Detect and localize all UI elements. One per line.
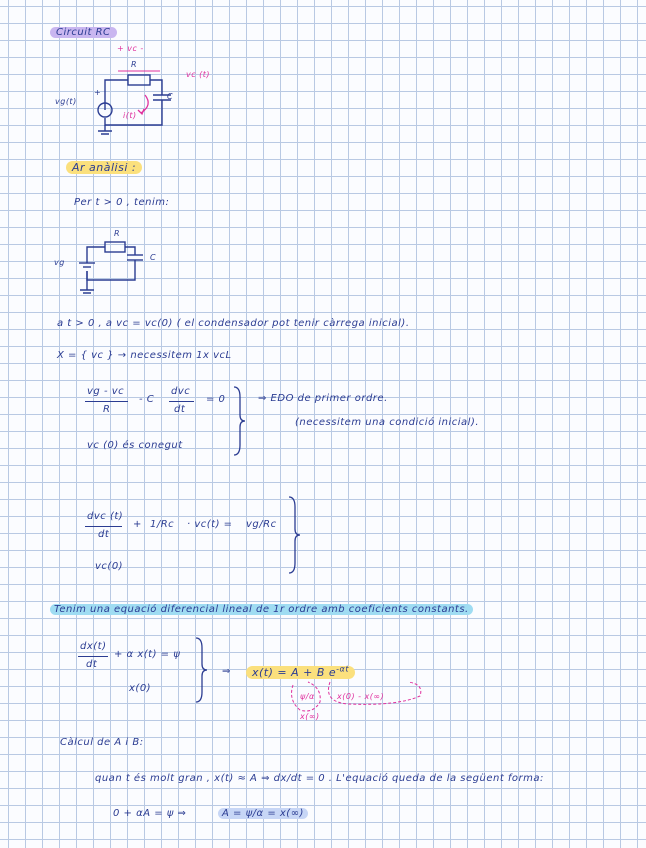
- section-heading: Ar anàlisi :: [66, 161, 142, 174]
- resistor-label: R: [131, 60, 138, 69]
- eq1-den-right: dt: [174, 404, 186, 415]
- eq2-den: dt: [98, 529, 110, 540]
- right-brace: [287, 495, 301, 575]
- eq1-initial: vc (0) és conegut: [87, 440, 183, 451]
- eq2-frac: 1/Rc: [150, 519, 175, 530]
- eq2-term: · vc(t) =: [187, 519, 233, 530]
- fraction-bar: [169, 401, 194, 402]
- page-title: Circuit RC: [50, 27, 117, 38]
- eq1-num-left: vg - vc: [87, 386, 125, 397]
- eq3-den: dt: [86, 659, 98, 670]
- eq1-num-right: dvc: [171, 386, 191, 397]
- sub-x-inf: x(∞): [300, 712, 320, 721]
- calc-a-b-heading: Càlcul de A i B:: [60, 737, 144, 748]
- state-variable-text: X = { vc } → necessitem 1x vcL: [57, 350, 232, 361]
- eq2-initial: vc(0): [95, 561, 124, 572]
- vg-label-2: vg: [54, 258, 65, 267]
- vg-t-label: vg(t): [55, 97, 77, 106]
- capacitor-label-2: C: [150, 253, 157, 262]
- edo-order-text: ⇒ EDO de primer ordre.: [258, 393, 388, 404]
- plus-sign: +: [94, 88, 102, 97]
- current-label: i(t): [123, 111, 137, 120]
- eq2-rhs: vg/Rc: [246, 519, 277, 530]
- fraction-bar: [85, 526, 122, 527]
- right-brace: [194, 636, 208, 704]
- eq2-num: dvc (t): [87, 511, 124, 522]
- rc-circuit-diagram-1: [90, 55, 180, 135]
- capacitor-label: C: [167, 92, 174, 101]
- initial-condition-text: a t > 0 , a vc = vc(0) ( el condensador pot tenir càrrega inicial).: [57, 318, 410, 329]
- rc-circuit-diagram-2: [75, 235, 165, 305]
- condition-text: Per t > 0 , tenim:: [74, 197, 170, 208]
- eq3-num: dx(t): [80, 641, 107, 652]
- linear-ode-banner: Tenim una equació diferencial lineal de 1r ordre amb coeficients constants.: [50, 604, 473, 615]
- sub-psi-alpha: ψ/α: [300, 692, 315, 701]
- dashed-annotations: [288, 680, 428, 720]
- resistor-label-2: R: [114, 229, 121, 238]
- eq3-initial: x(0): [129, 683, 152, 694]
- fraction-bar: [78, 656, 108, 657]
- sub-b-value: x(0) - x(∞): [337, 692, 385, 701]
- vc-polarity-label: + vc -: [117, 44, 144, 53]
- eq1-den-left: R: [103, 404, 111, 415]
- right-brace: [232, 385, 246, 457]
- vc-t-label: vc (t): [186, 70, 211, 79]
- general-solution: x(t) = A + B $e^{-\alpha t}$: [246, 664, 355, 679]
- needs-initial-text: (necessitem una condició inicial).: [295, 417, 480, 428]
- implies-arrow: ⇒: [222, 666, 231, 677]
- fraction-bar: [85, 401, 128, 402]
- eq2-plus: +: [133, 519, 142, 530]
- large-t-text: quan t és molt gran , x(t) ≈ A ⇒ dx/dt = 0 . L'equació queda de la següent forma:: [95, 773, 544, 784]
- eq1-rhs: = 0: [206, 394, 226, 405]
- solve-a-lhs: 0 + αA = ψ ⇒: [113, 808, 187, 819]
- eq3-rest: + α x(t) = ψ: [114, 649, 181, 660]
- solve-a-result: A = ψ/α = x(∞): [218, 808, 308, 819]
- eq1-mid: - C: [139, 394, 155, 405]
